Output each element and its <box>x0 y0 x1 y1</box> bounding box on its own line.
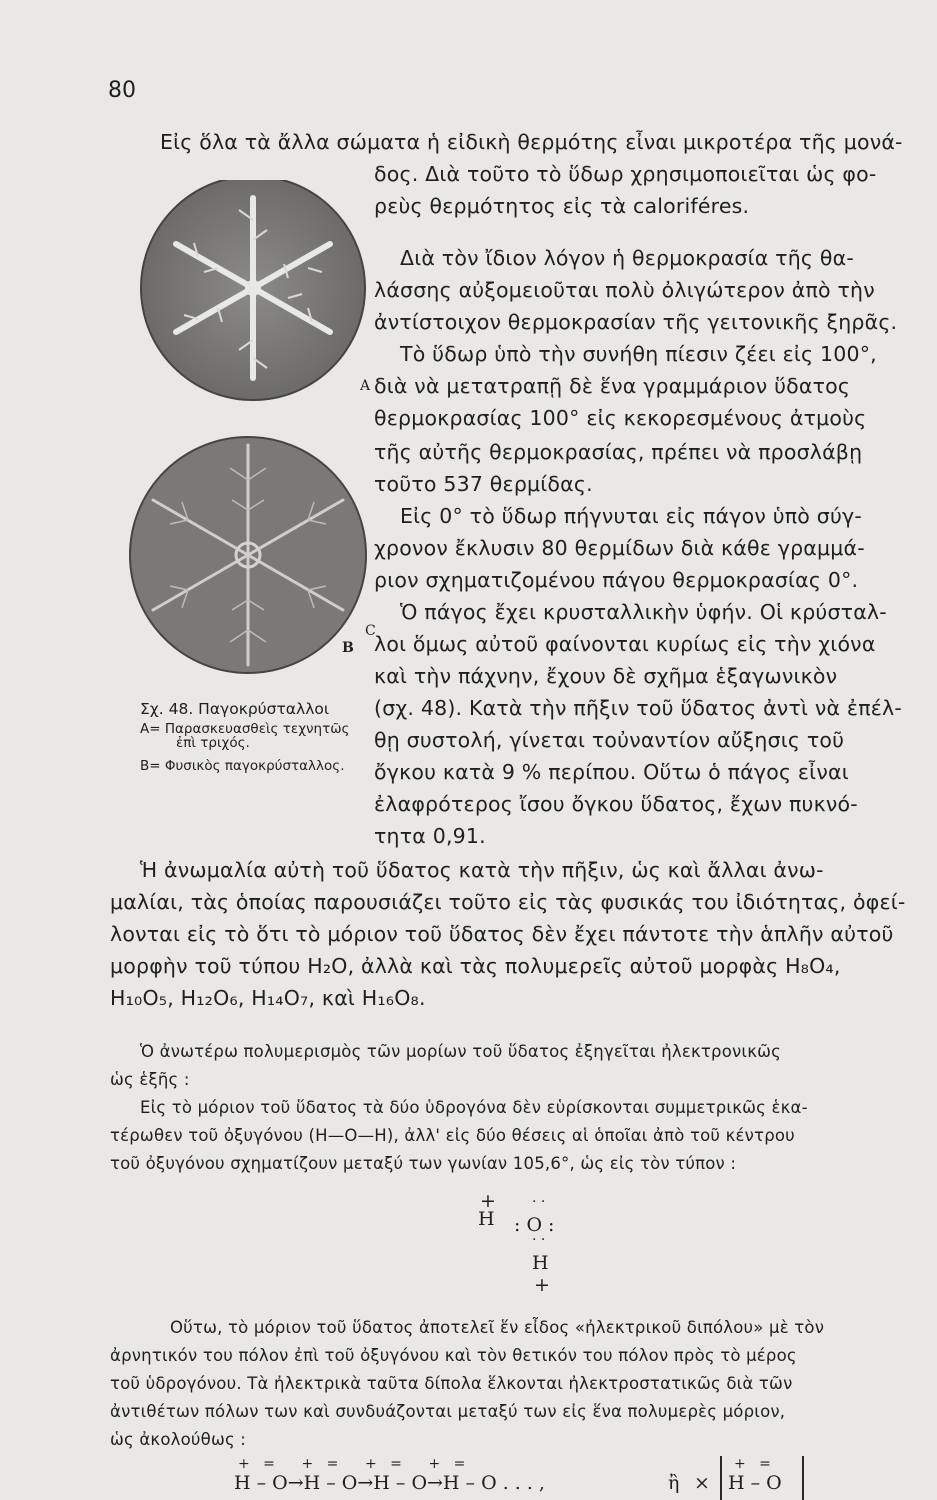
formula-o-center: : O : <box>514 1214 555 1236</box>
body-line: χρονον ἔκλυσιν 80 θερμίδων διὰ κάθε γραμμά- <box>374 536 865 560</box>
body-line: μαλίαι, τὰς ὁποίας παρουσιάζει τοῦτο εἰς τὰς φυσικάς του ἰδιότητας, ὀφεί- <box>110 890 906 914</box>
body-line: λοι ὅμως αὐτοῦ φαίνονται κυρίως εἰς τὴν χιόνα <box>374 632 876 656</box>
body-small-line: ἀντιθέτων πόλων των καὶ συνδυάζονται μεταξύ των εἰς ἕνα πολυμερὲς μόριον, <box>110 1402 786 1421</box>
figure-caption-a: A= Παρασκευασθεὶς τεχνητῶς ἐπὶ τριχός. <box>140 721 350 751</box>
body-line: ὄγκου κατὰ 9 % περίπου. Οὕτω ὁ πάγος εἶναι <box>374 760 849 784</box>
body-line: λονται εἰς τὸ ὅτι τὸ μόριον τοῦ ὕδατος δὲν ἔχει πάντοτε τὴν ἁπλῆν αὐτοῦ <box>110 922 894 946</box>
body-small-line: Οὕτω, τὸ μόριον τοῦ ὕδατος ἀποτελεῖ ἕν εἶδος «ἠλεκτρικοῦ διπόλου» μὲ τὸν <box>170 1318 825 1337</box>
body-small-line: ὡς ἀκολούθως : <box>110 1430 247 1449</box>
formula-or: ἢ <box>668 1472 680 1494</box>
body-line: Ὁ πάγος ἔχει κρυσταλλικὴν ὑφήν. Οἱ κρύσταλ- <box>400 600 887 624</box>
body-line: (σχ. 48). Κατὰ τὴν πῆξιν τοῦ ὕδατος ἀντὶ νὰ ἐπέλ- <box>374 696 902 720</box>
body-line: τῆς αὐτῆς θερμοκρασίας, πρέπει νὰ προσλάβῃ <box>374 440 863 464</box>
body-line: ἀντίστοιχον θερμοκρασίαν τῆς γειτονικῆς ξηρᾶς. <box>374 310 898 334</box>
body-small-line: Εἰς τὸ μόριον τοῦ ὕδατος τὰ δύο ὑδρογόνα δὲν εὑρίσκονται συμμετρικῶς ἑκα- <box>140 1098 808 1117</box>
body-small-line: ἀρνητικόν του πόλον ἐπὶ τοῦ ὀξυγόνου καὶ τὸν θετικόν του πόλον πρὸς τὸ μέρος <box>110 1346 797 1365</box>
figure-label-c: C <box>365 623 376 639</box>
body-small-line: τοῦ ὑδρογόνου. Τὰ ἠλεκτρικὰ ταῦτα δίπολα ἕλκονται ἠλεκτροστατικῶς διὰ τῶν <box>110 1374 793 1393</box>
body-line: Εἰς ὅλα τὰ ἄλλα σώματα ἡ εἰδικὴ θερμότης εἶναι μικροτέρα τῆς μονά- <box>160 130 903 154</box>
figure-caption-b: B= Φυσικὸς παγοκρύσταλλος. <box>140 758 345 774</box>
body-line: Ἡ ἀνωμαλία αὐτὴ τοῦ ὕδατος κατὰ τὴν πῆξιν, ὡς καὶ ἄλλαι ἀνω- <box>140 858 824 882</box>
body-small-line: Ὁ ἀνωτέρω πολυμερισμὸς τῶν μορίων τοῦ ὕδατος ἐξηγεῖται ἠλεκτρονικῶς <box>140 1042 782 1061</box>
snowflake-plate-b <box>130 437 366 673</box>
formula-plus-top: + <box>480 1190 496 1212</box>
formula-water-molecule <box>470 1190 590 1310</box>
formula-bracket-signs: + = <box>734 1456 771 1472</box>
formula-h-left: H <box>478 1208 495 1230</box>
figure-caption-title: Σχ. 48. Παγοκρύσταλλοι <box>140 700 330 718</box>
body-line: Διὰ τὸν ἴδιον λόγον ἡ θερμοκρασία τῆς θα- <box>400 246 854 270</box>
figure-label-a: A <box>360 378 371 394</box>
formula-chain: H – O→H – O→H – O→H – O . . . , <box>234 1472 545 1494</box>
body-line: θῃ συστολή, γίνεται τοὐναντίον αὔξησις τοῦ <box>374 728 845 752</box>
formula-chain-signs: + = + = + = + = <box>238 1456 466 1472</box>
body-line: θερμοκρασίας 100° εἰς κεκορεσμένους ἀτμοὺς <box>374 406 867 430</box>
body-line: δος. Διὰ τοῦτο τὸ ὕδωρ χρησιμοποιεῖται ὡς φο- <box>374 162 877 186</box>
formula-h-bottom: H <box>532 1252 549 1274</box>
formula-times: × <box>694 1472 710 1494</box>
body-line: Εἰς 0° τὸ ὕδωρ πήγνυται εἰς πάγον ὑπὸ σύγ- <box>400 504 862 528</box>
body-line: λάσσης αὐξομειοῦται πολὺ ὀλιγώτερον ἀπὸ τὴν <box>374 278 875 302</box>
body-line: ρεὺς θερμότητος εἰς τὰ caloriféres. <box>374 194 750 218</box>
formula-bracket-mid: H – O <box>728 1472 782 1494</box>
formula-plus-bottom: + <box>534 1274 550 1296</box>
body-line: τοῦτο 537 θερμίδας. <box>374 472 593 496</box>
formula-dots-bottom: · · <box>532 1232 546 1248</box>
formula-polymer-chain <box>234 1456 834 1500</box>
page-number: 80 <box>108 78 136 103</box>
body-small-line: τέρωθεν τοῦ ὀξυγόνου (H—O—H), ἀλλ' εἰς δύο θέσεις αἱ ὁποῖαι ἀπὸ τοῦ κέντρου <box>110 1126 795 1145</box>
body-small-line: τοῦ ὀξυγόνου σχηματίζουν μεταξύ των γωνίαν 105,6°, ὡς εἰς τὸν τύπον : <box>110 1154 737 1173</box>
body-line: H₁₀O₅, H₁₂O₆, H₁₄O₇, καὶ H₁₆O₈. <box>110 986 426 1010</box>
body-line: ριον σχηματιζομένου πάγου θερμοκρασίας 0°. <box>374 568 859 592</box>
body-line: μορφὴν τοῦ τύπου H₂O, ἀλλὰ καὶ τὰς πολυμερεῖς αὐτοῦ μορφὰς H₈O₄, <box>110 954 841 978</box>
snowflake-plate-a <box>141 180 365 400</box>
body-line: καὶ τὴν πάχνην, ἔχουν δὲ σχῆμα ἑξαγωνικὸν <box>374 664 838 688</box>
snowflake-figure <box>128 180 378 690</box>
figure-label-b: B <box>342 640 354 656</box>
body-line: Τὸ ὕδωρ ὑπὸ τὴν συνήθη πίεσιν ζέει εἰς 100°, <box>400 342 877 366</box>
formula-dots-top: · · <box>532 1194 546 1210</box>
body-line: τητα 0,91. <box>374 824 486 848</box>
body-line: διὰ νὰ μετατραπῇ δὲ ἕνα γραμμάριον ὕδατος <box>374 374 851 398</box>
body-small-line: ὡς ἑξῆς : <box>110 1070 190 1089</box>
body-line: ἐλαφρότερος ἴσου ὄγκου ὕδατος, ἔχων πυκνό- <box>374 792 858 816</box>
